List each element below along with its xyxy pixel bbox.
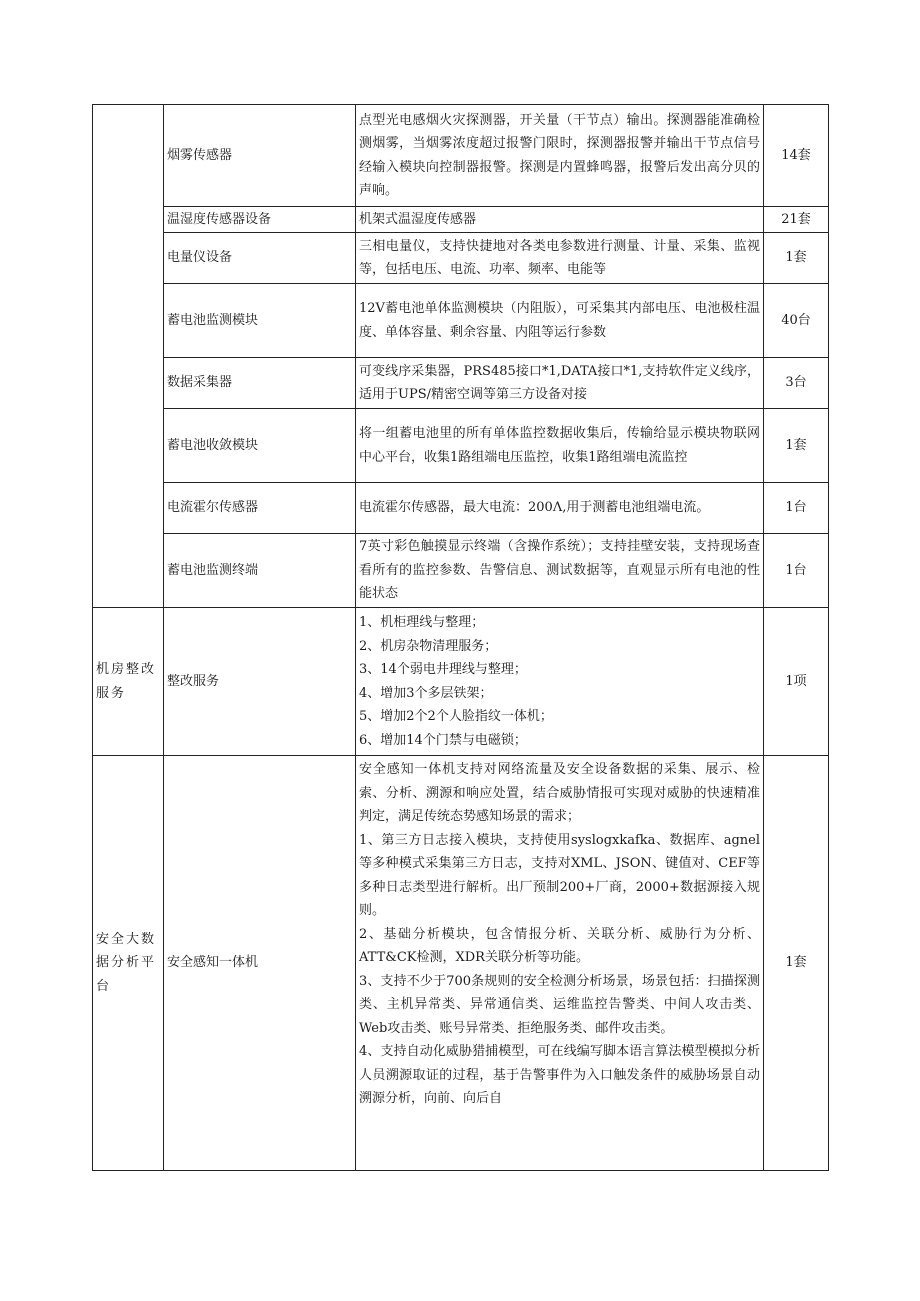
- category-cell: [93, 105, 164, 608]
- item-description: 电流霍尔传感器，最大电流：200Λ,用于测蓄电池组端电流。: [356, 483, 764, 534]
- item-quantity: 1台: [764, 483, 829, 534]
- item-name: 电流霍尔传感器: [164, 483, 356, 534]
- table-row: [93, 284, 829, 358]
- item-description: [356, 756, 764, 1171]
- desc-line: 1、机柜理线与整理；: [359, 615, 485, 630]
- table-row: [93, 233, 829, 284]
- category-cell: 机房整改服务: [93, 608, 164, 756]
- item-quantity: 1套: [764, 233, 829, 284]
- desc-line: 3、14个弱电井理线与整理；: [359, 662, 527, 677]
- item-quantity: 14套: [764, 105, 829, 207]
- table-row: [93, 358, 829, 409]
- item-name: 蓄电池监测终端: [164, 534, 356, 608]
- item-name: 整改服务: [164, 608, 356, 756]
- item-name: 蓄电池监测模块: [164, 284, 356, 358]
- desc-line: 4、支持自动化威胁猎捕模型，可在线编写脚本语言算法模型模拟分析人员溯源取证的过程，基于告警事件为入口触发条件的威胁场景自动溯源分析，向前、向后自: [359, 1044, 760, 1106]
- desc-line: 6、增加14个门禁与电磁锁；: [359, 732, 527, 748]
- table-row: [93, 409, 829, 483]
- desc-line: 1、第三方日志接入模块，支持使用syslogxkafka、数据库、agnel等多种模式采集第三方日志，支持对XML、JSON、键值对、CEF等多种日志类型进行解析。出厂预制200+厂商，2000+数据源接入规则。: [359, 832, 760, 918]
- item-description: 机架式温湿度传感器: [356, 207, 764, 233]
- desc-line: 5、增加2个2个人脸指纹一体机；: [359, 709, 553, 724]
- item-description: 将一组蓄电池里的所有单体监控数据收集后，传输给显示模块物联网中心平台，收集1路组端电压监控，收集1路组端电流监控: [356, 409, 764, 483]
- desc-line: 4、增加3个多层铁架；: [359, 685, 493, 701]
- item-name: 温湿度传感器设备: [164, 207, 356, 233]
- table-row: [93, 608, 829, 756]
- item-name: 安全感知一体机: [164, 756, 356, 1171]
- equipment-table: [92, 104, 829, 1171]
- item-quantity: 1台: [764, 534, 829, 608]
- item-description: 7英寸彩色触摸显示终端（含操作系统）；支持挂壁安装，支持现场查看所有的监控参数、告警信息、测试数据等，直观显示所有电池的性能状态: [356, 534, 764, 608]
- desc-line: 2、机房杂物清理服务；: [359, 638, 498, 654]
- desc-line: 2、基础分析模块，包含情报分析、关联分析、威胁行为分析、ATT&CK检测，XDR关联分析等功能。: [359, 926, 760, 965]
- desc-line: 安全感知一体机支持对网络流量及安全设备数据的采集、展示、检索、分析、溯源和响应处置，结合威胁情报可实现对威胁的快速精准判定，满足传统态势感知场景的需求；: [359, 762, 760, 824]
- table-row: [93, 756, 829, 1171]
- item-name: 数据采集器: [164, 358, 356, 409]
- item-quantity: 1套: [764, 756, 829, 1171]
- desc-line: 3、支持不少于700条规则的安全检测分析场景，场景包括：扫描探测类、主机异常类、异常通信类、运维监控告警类、中间人攻击类、Web攻击类、账号异常类、拒绝服务类、邮件攻击类。: [359, 973, 760, 1036]
- table-row: [93, 207, 829, 233]
- table-row: [93, 105, 829, 207]
- item-quantity: 3台: [764, 358, 829, 409]
- category-cell: 安全大数据分析平台: [93, 756, 164, 1171]
- item-quantity: 1套: [764, 409, 829, 483]
- item-name: 蓄电池收敛模块: [164, 409, 356, 483]
- item-name: 电量仪设备: [164, 233, 356, 284]
- table-row: [93, 534, 829, 608]
- item-quantity: 1项: [764, 608, 829, 756]
- item-name: 烟雾传感器: [164, 105, 356, 207]
- item-quantity: 21套: [764, 207, 829, 233]
- item-description: 12V蓄电池单体监测模块（内阻版），可采集其内部电压、电池极柱温度、单体容量、剩余容量、内阻等运行参数: [356, 284, 764, 358]
- item-description: 点型光电感烟火灾探测器，开关量（干节点）输出。探测器能准确检测烟雾，当烟雾浓度超过报警门限时，探测器报警并输出干节点信号经输入模块向控制器报警。探测是内置蜂鸣器，报警后发出高分贝的声响。: [356, 105, 764, 207]
- item-description: 可变线序采集器，PRS485接口*1,DATA接口*1,支持软件定义线序，适用于UPS/精密空调等第三方设备对接: [356, 358, 764, 409]
- table-row: [93, 483, 829, 534]
- item-description: 三相电量仪，支持快捷地对各类电参数进行测量、计量、采集、监视等，包括电压、电流、功率、频率、电能等: [356, 233, 764, 284]
- item-description: [356, 608, 764, 756]
- item-quantity: 40台: [764, 284, 829, 358]
